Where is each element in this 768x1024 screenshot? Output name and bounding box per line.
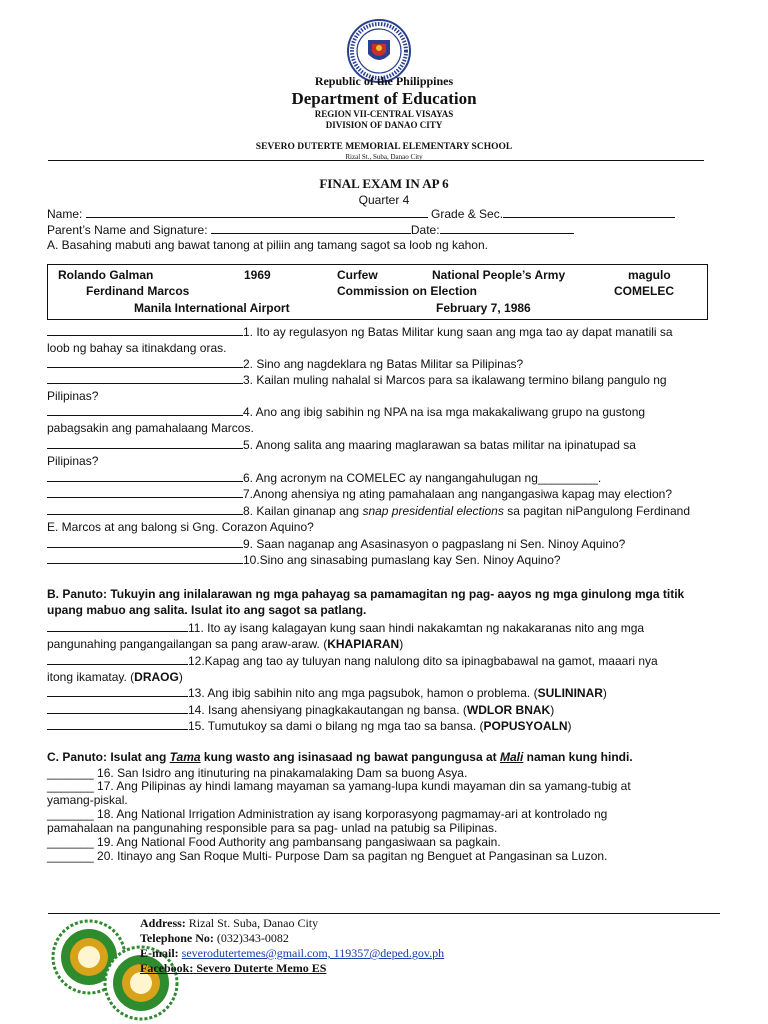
question-19: _______ 19. Ang National Food Authority ang pambansang pangasiwaan sa pagkain. [47,835,501,849]
question-1: 1. Ito ay regulasyon ng Batas Militar kung saan ang mga tao ay dapat manatili sa [47,324,673,340]
answer-blank[interactable] [47,552,243,564]
parent-field[interactable] [211,221,411,234]
footer-phone: Telephone No: (032)343-0082 [140,931,289,945]
word-choice: 1969 [244,268,271,282]
word-choice: Ferdinand Marcos [86,284,190,298]
question-11-cont: pangunahing pangangailangan sa pang araw-araw. (KHAPIARAN) [47,637,404,651]
republic-line: Republic of the Philippines [314,74,454,88]
date-label: Date: [410,223,440,237]
question-14: 14. Isang ahensiyang pinagkakautangan ng bansa. (WDLOR BNAK) [47,702,554,718]
word-choice: COMELEC [614,284,674,298]
question-11: 11. Ito ay isang kalagayan kung saan hindi nakakamtan ng nakakaranas nito ang mga [47,620,644,636]
grade-label: Grade & Sec. [427,207,504,221]
question-4-cont: pabagsakin ang pamahalaang Marcos. [47,421,254,435]
question-12-cont: itong ikamatay. (DRAOG) [47,670,183,684]
department-title: Department of Education [291,89,477,108]
word-choice: Commission on Election [337,284,478,298]
header-divider [48,160,704,161]
footer-email: E-mail: severodutertemes@gmail.com, 119357@deped.gov.ph [140,946,445,960]
exam-title: FINAL EXAM IN AP 6 [319,176,449,191]
question-6: 6. Ang acronym na COMELEC ay nangangahulugan ng_________. [47,470,601,486]
name-row [47,205,675,222]
footer-facebook[interactable]: Facebook: Severo Duterte Memo ES [140,961,327,975]
answer-blank[interactable] [47,702,188,714]
answer-blank[interactable] [47,653,188,665]
question-12: 12.Kapag ang tao ay tuluyan nang nalulong dito sa ipinagbabawal na gamot, maaari nya [47,653,658,669]
word-choice: Rolando Galman [58,268,154,282]
answer-blank[interactable]: _______ [47,807,94,821]
instruction-c: C. Panuto: Isulat ang Tama kung wasto ang isinasaad ng bawat pangungusa at Mali naman kung hindi. [47,750,633,764]
word-choice: Manila International Airport [134,301,290,315]
answer-blank[interactable] [47,470,243,482]
answer-blank[interactable] [47,324,243,336]
footer-address: Address: Rizal St. Suba, Danao City [140,916,319,930]
word-choice: National People’s Army [432,268,566,282]
answer-blank[interactable] [47,685,188,697]
question-18-cont: pamahalaan na pangunahing responsible para sa pag- unlad na patubig sa Pilipinas. [47,821,498,835]
answer-blank[interactable] [47,486,243,498]
answer-blank[interactable]: _______ [47,766,94,780]
answer-blank[interactable] [47,404,243,416]
division-line: DIVISION OF DANAO CITY [325,120,443,130]
answer-blank[interactable] [47,536,243,548]
email-link[interactable]: severodutertemes@gmail.com, 119357@deped.gov.ph [181,946,445,960]
region-line: REGION VII-CENTRAL VISAYAS [314,109,454,119]
word-box [47,264,708,320]
question-8-cont: E. Marcos at ang balong si Gng. Corazon Aquino? [47,520,314,534]
date-field[interactable] [440,221,574,234]
question-20: _______ 20. Itinayo ang San Roque Multi- Purpose Dam sa pagitan ng Benguet at Pangasinan sa Luzon. [47,849,608,863]
word-choice: magulo [628,268,671,282]
answer-blank[interactable] [47,356,243,368]
question-15: 15. Tumutukoy sa dami o bilang ng mga tao sa bansa. (POPUSYOALN) [47,718,572,734]
footer-divider [48,913,720,914]
name-field[interactable] [86,205,428,218]
question-5: 5. Anong salita ang maaring maglarawan sa batas militar na ipinatupad sa [47,437,636,453]
answer-blank[interactable]: _______ [47,849,94,863]
question-5-cont: Pilipinas? [47,454,99,468]
grade-field[interactable] [503,205,675,218]
answer-blank[interactable]: _______ [47,835,94,849]
answer-blank[interactable] [47,372,243,384]
question-16: _______ 16. San Isidro ang itinuturing na pinakamalaking Dam sa buong Asya. [47,766,468,780]
answer-blank[interactable] [47,620,188,632]
question-2: 2. Sino ang nagdeklara ng Batas Militar sa Pilipinas? [47,356,523,372]
question-10: 10.Sino ang sinasabing pumaslang kay Sen. Ninoy Aquino? [47,552,561,568]
parent-row [47,221,574,238]
answer-blank[interactable] [47,503,243,515]
exam-quarter: Quarter 4 [358,193,410,207]
answer-blank[interactable] [47,437,243,449]
question-3-cont: Pilipinas? [47,389,99,403]
question-4: 4. Ano ang ibig sabihin ng NPA na isa mga makakaliwang grupo na gustong [47,404,645,420]
parent-label: Parent’s Name and Signature: [47,223,211,237]
answer-blank[interactable]: _______ [47,779,94,793]
question-1-cont: loob ng bahay sa itinakdang oras. [47,341,227,355]
school-address: Rizal St., Suba, Danao City [345,153,423,161]
question-8: 8. Kailan ginanap ang snap presidential elections sa pagitan niPangulong Ferdinand [47,503,690,519]
instruction-b: B. Panuto: Tukuyin ang inilalarawan ng mga pahayag sa pamamagitan ng pag- aayos ng mga ginulong mga titik [47,587,685,601]
question-18: _______ 18. Ang National Irrigation Administration ay isang korporasyong pagmamay-ari at kontrolado ng [47,807,608,821]
question-7: 7.Anong ahensiya ng ating pamahalaan ang nangangasiwa kapag may election? [47,486,672,502]
instruction-a: A. Basahing mabuti ang bawat tanong at piliin ang tamang sagot sa loob ng kahon. [47,238,488,252]
instruction-b-cont: upang mabuo ang salita. Isulat ito ang sagot sa patlang. [47,603,367,617]
name-label: Name: [47,207,86,221]
question-9: 9. Saan naganap ang Asasinasyon o pagpaslang ni Sen. Ninoy Aquino? [47,536,625,552]
question-13: 13. Ang ibig sabihin nito ang mga pagsubok, hamon o problema. (SULININAR) [47,685,607,701]
word-choice: Curfew [337,268,378,282]
question-17: _______ 17. Ang Pilipinas ay hindi lamang mayaman sa yamang-lupa kundi mayaman din sa yamang-tubig at [47,779,631,793]
school-name: SEVERO DUTERTE MEMORIAL ELEMENTARY SCHOOL [255,142,513,152]
question-17-cont: yamang-piskal. [47,793,128,807]
question-3: 3. Kailan muling nahalal si Marcos para sa ikalawang termino bilang pangulo ng [47,372,667,388]
answer-blank[interactable] [47,718,188,730]
word-choice: February 7, 1986 [436,301,531,315]
